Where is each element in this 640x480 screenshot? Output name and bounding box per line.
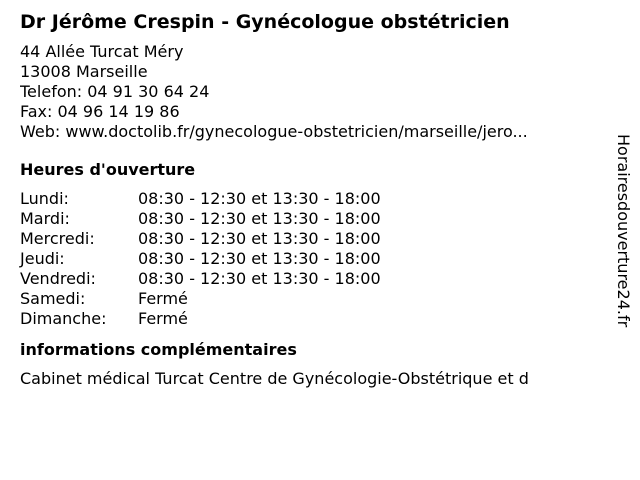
hours-row-wednesday [20,229,600,249]
business-card [20,8,600,389]
hours-row-monday [20,189,600,209]
day-label: Lundi: [20,189,69,208]
day-label: Mercredi: [20,229,95,248]
opening-hours-table [20,189,600,329]
day-label: Vendredi: [20,269,96,288]
business-title: Dr Jérôme Crespin - Gynécologue obstétricien [20,11,510,33]
day-label: Samedi: [20,289,86,308]
day-hours: 08:30 - 12:30 et 13:30 - 18:00 [138,189,381,208]
hours-row-friday [20,269,600,289]
website-link[interactable]: Web: www.doctolib.fr/gynecologue-obstetricien/marseille/jero... [20,122,528,141]
hours-row-sunday [20,309,600,329]
address-street: 44 Allée Turcat Méry [20,42,184,61]
day-hours: Fermé [138,289,188,308]
site-watermark: Horairesdouverture24.fr [614,134,633,328]
fax-number: Fax: 04 96 14 19 86 [20,102,180,121]
contact-block [20,42,600,142]
day-label: Mardi: [20,209,70,228]
additional-info-heading: informations complémentaires [20,340,297,359]
hours-row-thursday [20,249,600,269]
day-hours: 08:30 - 12:30 et 13:30 - 18:00 [138,209,381,228]
day-label: Jeudi: [20,249,65,268]
additional-info-text: Cabinet médical Turcat Centre de Gynécologie-Obstétrique et d [20,369,529,388]
day-hours: 08:30 - 12:30 et 13:30 - 18:00 [138,229,381,248]
day-hours: 08:30 - 12:30 et 13:30 - 18:00 [138,269,381,288]
day-hours: 08:30 - 12:30 et 13:30 - 18:00 [138,249,381,268]
day-label: Dimanche: [20,309,107,328]
hours-row-saturday [20,289,600,309]
opening-hours-heading: Heures d'ouverture [20,160,196,179]
address-city: 13008 Marseille [20,62,148,81]
day-hours: Fermé [138,309,188,328]
phone-number: Telefon: 04 91 30 64 24 [20,82,210,101]
hours-row-tuesday [20,209,600,229]
